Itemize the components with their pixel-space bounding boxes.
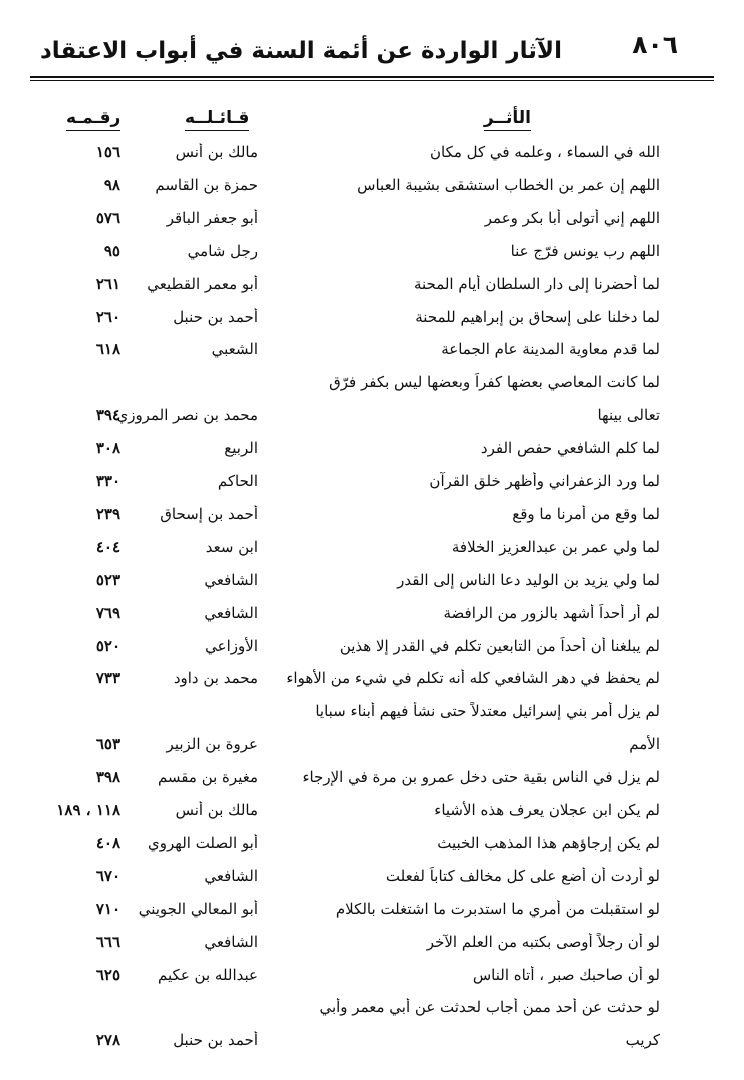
table-row xyxy=(0,998,744,1032)
table-row xyxy=(0,867,744,901)
raqm-number: ٢٣٩ xyxy=(95,504,120,523)
raqm-number: ٣٩٨ xyxy=(95,768,120,787)
qail-name: عروة بن الزبير xyxy=(166,735,258,754)
table-row xyxy=(0,275,744,309)
athar-text: لم يكن ابن عجلان يعرف هذه الأشياء xyxy=(434,801,660,819)
raqm-number: ٦٦٦ xyxy=(95,932,120,951)
table-row xyxy=(0,966,744,1000)
table-row xyxy=(0,242,744,276)
raqm-number: ٢٦٠ xyxy=(95,307,120,326)
raqm-number: ٣٠٨ xyxy=(95,439,120,458)
qail-name: محمد بن نصر المروزي xyxy=(116,406,258,425)
table-row xyxy=(0,143,744,177)
raqm-number: ٣٣٠ xyxy=(95,472,120,490)
qail-name: مالك بن أنس xyxy=(175,801,258,819)
column-header-athar: الأثــر xyxy=(484,108,531,131)
qail-name: الأوزاعي xyxy=(205,636,258,655)
table-row xyxy=(0,768,744,802)
athar-text: لم يحفظ في دهر الشافعي كله أنه تكلم في شيء من الأهواء xyxy=(286,669,660,688)
table-row xyxy=(0,373,744,407)
athar-text: لو أن صاحبك صبر ، أتاه الناس xyxy=(472,965,660,984)
qail-name: أبو معمر القطيعي xyxy=(147,274,258,293)
table-row xyxy=(0,801,744,835)
athar-text: اللهم رب يونس فرّج عنا xyxy=(510,241,660,260)
column-header-qail: قـائـلــه xyxy=(185,108,249,131)
qail-name: الشعبي xyxy=(211,340,258,359)
raqm-number: ٧١٠ xyxy=(95,899,120,918)
qail-name: رجل شامي xyxy=(187,241,258,260)
qail-name: محمد بن داود xyxy=(173,669,258,688)
table-row xyxy=(0,308,744,342)
raqm-number: ٦١٨ xyxy=(95,340,120,359)
table-row xyxy=(0,604,744,638)
table-row xyxy=(0,933,744,967)
table-row xyxy=(0,702,744,736)
page-number: ٨٠٦ xyxy=(632,30,678,59)
qail-name: أحمد بن حنبل xyxy=(173,1031,258,1050)
athar-text: لم يكن إرجاؤهم هذا المذهب الخبيث xyxy=(437,833,660,852)
athar-text: لما أحضرنا إلى دار السلطان أيام المحنة xyxy=(413,274,660,293)
athar-text: لم يزل أمر بني إسرائيل معتدلاً حتى نشأ فيهم أبناء سبايا xyxy=(315,702,660,721)
qail-name: أبو المعالي الجويني xyxy=(138,899,258,918)
athar-text: لما ورد الزعفراني وأظهر خلق القرآن xyxy=(429,472,660,490)
header-rule-bottom xyxy=(30,80,714,81)
table-row xyxy=(0,538,744,572)
table-row xyxy=(0,472,744,506)
athar-text: اللهم إن عمر بن الخطاب استشقى بشيبة العباس xyxy=(357,175,660,194)
table-row xyxy=(0,505,744,539)
table-row xyxy=(0,1031,744,1065)
qail-name: الربيع xyxy=(224,439,258,458)
raqm-number: ٦٧٠ xyxy=(95,866,120,885)
qail-name: أبو الصلت الهروي xyxy=(148,833,258,852)
athar-text: لما كلم الشافعي حفص الفرد xyxy=(480,439,660,458)
athar-text: كريب xyxy=(625,1031,660,1050)
running-title: الآثار الواردة عن أئمة السنة في أبواب الاعتقاد xyxy=(40,38,562,64)
table-row xyxy=(0,637,744,671)
raqm-number: ٧٦٩ xyxy=(95,603,120,622)
raqm-number: ٥٢٣ xyxy=(95,570,120,589)
raqm-number: ٦٢٥ xyxy=(95,965,120,984)
athar-text: لم يزل في الناس بقية حتى دخل عمرو بن مرة في الإرجاء xyxy=(302,768,660,787)
athar-text: لما قدم معاوية المدينة عام الجماعة xyxy=(441,340,660,359)
table-row xyxy=(0,406,744,440)
qail-name: الحاكم xyxy=(217,472,258,490)
raqm-number: ٤٠٨ xyxy=(95,833,120,852)
athar-text: الأمم xyxy=(629,735,660,754)
table-row xyxy=(0,340,744,374)
table-row xyxy=(0,176,744,210)
qail-name: ابن سعد xyxy=(205,537,258,556)
athar-text: لو أن رجلاً أوصى بكتبه من العلم الآخر xyxy=(426,932,660,951)
qail-name: مغيرة بن مقسم xyxy=(157,768,258,787)
qail-name: الشافعي xyxy=(204,866,258,885)
table-row xyxy=(0,735,744,769)
raqm-number: ٥٢٠ xyxy=(95,636,120,655)
athar-text: لما ولي عمر بن عبدالعزيز الخلافة xyxy=(451,537,660,556)
table-row xyxy=(0,834,744,868)
athar-text: اللهم إني أتولى أبا بكر وعمر xyxy=(484,208,660,227)
raqm-number: ١٥٦ xyxy=(95,143,120,161)
raqm-number: ٦٥٣ xyxy=(95,735,120,754)
column-header-raqm: رقـمـه xyxy=(66,108,120,131)
raqm-number: ٢٧٨ xyxy=(95,1031,120,1050)
table-row xyxy=(0,571,744,605)
qail-name: الشافعي xyxy=(204,570,258,589)
raqm-number: ٤٠٤ xyxy=(95,537,120,556)
athar-text: لو حدثت عن أحد ممن أجاب لحدثت عن أبي معمر وأبي xyxy=(319,998,660,1017)
raqm-number: ٥٧٦ xyxy=(95,208,120,227)
raqm-number: ٩٥ xyxy=(103,241,120,260)
table-row xyxy=(0,209,744,243)
athar-text: لما ولي يزيد بن الوليد دعا الناس إلى القدر xyxy=(397,570,660,589)
qail-name: مالك بن أنس xyxy=(175,143,258,161)
athar-text: لما دخلنا على إسحاق بن إبراهيم للمحنة xyxy=(415,307,660,326)
qail-name: أبو جعفر الباقر xyxy=(166,208,258,227)
header-rule-top xyxy=(30,76,714,78)
qail-name: الشافعي xyxy=(204,932,258,951)
qail-name: عبدالله بن عكيم xyxy=(158,965,258,984)
athar-text: لم أر أحداً أشهد بالزور من الرافضة xyxy=(443,603,660,622)
athar-text: لم يبلغنا أن أحداً من التابعين تكلم في القدر إلا هذين xyxy=(339,636,660,655)
qail-name: حمزة بن القاسم xyxy=(155,175,258,194)
qail-name: الشافعي xyxy=(204,603,258,622)
table-row xyxy=(0,669,744,703)
athar-text: لما كانت المعاصي بعضها كفراً وبعضها ليس بكفر فرّق xyxy=(329,373,660,392)
raqm-number: ٢٦١ xyxy=(95,274,120,293)
athar-text: الله في السماء ، وعلمه في كل مكان xyxy=(429,143,660,161)
table-row xyxy=(0,900,744,934)
athar-text: تعالى بينها xyxy=(597,406,660,425)
athar-text: لو استقبلت من أمري ما استدبرت ما اشتغلت بالكلام xyxy=(335,899,660,918)
qail-name: أحمد بن إسحاق xyxy=(160,504,258,523)
raqm-number: ١١٨ ، ١٨٩ xyxy=(56,801,120,819)
raqm-number: ٩٨ xyxy=(103,175,120,194)
table-row xyxy=(0,439,744,473)
athar-text: لو أردت أن أضع على كل مخالف كتاباً لفعلت xyxy=(385,866,660,885)
athar-text: لما وقع من أمرنا ما وقع xyxy=(512,504,660,523)
qail-name: أحمد بن حنبل xyxy=(173,307,258,326)
raqm-number: ٣٩٤ xyxy=(95,406,120,425)
raqm-number: ٧٣٣ xyxy=(95,669,120,688)
